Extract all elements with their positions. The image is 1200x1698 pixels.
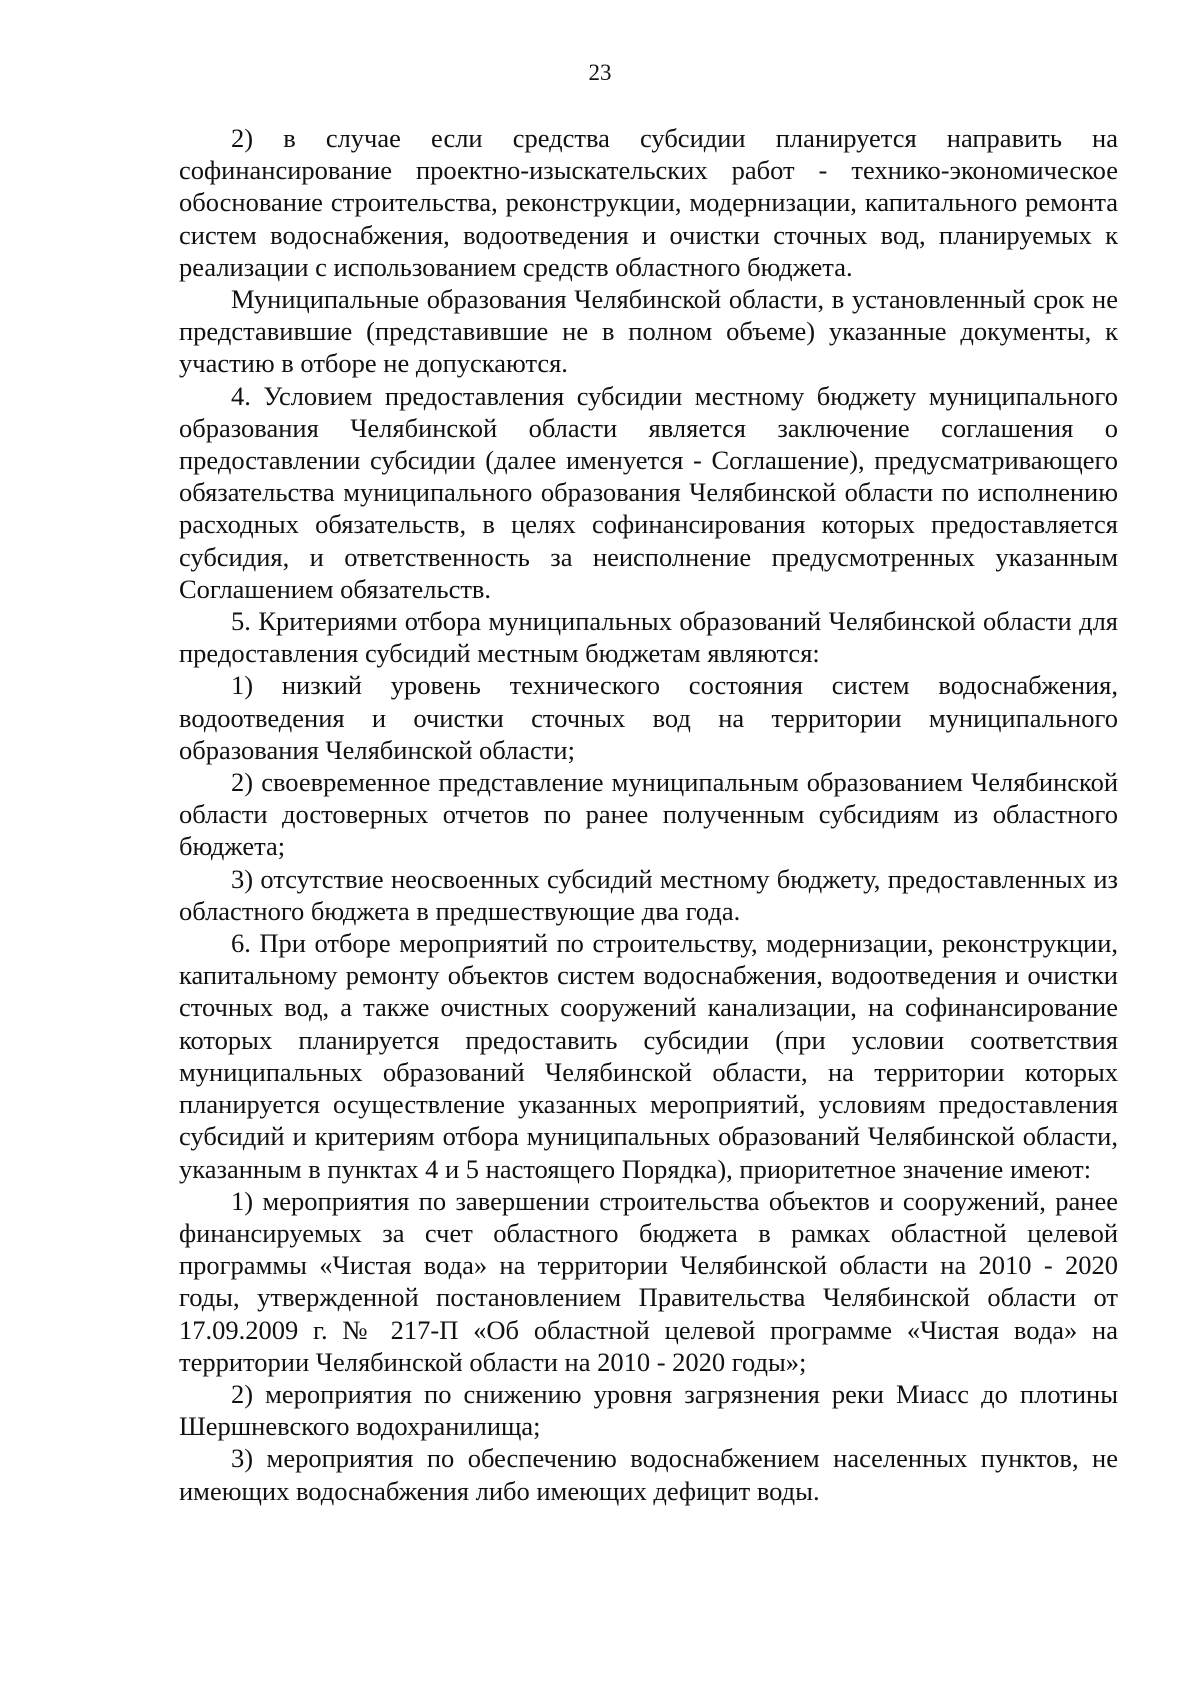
page-number: 23 (588, 60, 612, 85)
paragraph-4-subsidy-condition: 4. Условием предоставления субсидии местному бюджету муниципального образования Челябинской области является заключение соглашения о предоставлении субсидии (далее именуется - Соглашение), предусматривающего обязательства муниципального образования Челябинской области по исполнению расходных обязательств, в целях софинансирования которых предоставляется субсидия, и ответственность за неисполнение предусмотренных указанным Соглашением обязательств. (179, 380, 1118, 604)
document-body (179, 122, 1118, 1507)
paragraph-priority-2: 2) мероприятия по снижению уровня загрязнения реки Миасс до плотины Шершневского водохранилища; (179, 1378, 1118, 1442)
paragraph-5-selection-criteria: 5. Критериями отбора муниципальных образований Челябинской области для предоставления субсидий местным бюджетам являются: (179, 606, 1118, 669)
paragraph-6-priority: 6. При отборе мероприятий по строительству, модернизации, реконструкции, капитальному ремонту объектов систем водоснабжения, водоотведения и очистки сточных вод, а также очистных сооружений канализации, на софинансирование которых планируется предоставить субсидии (при условии соответствия муниципальных образований Челябинской области, на территории которых планируется осуществление указанных мероприятий, условиям предоставления субсидий и критериям отбора муниципальных образований Челябинской области, указанным в пунктах 4 и 5 настоящего Порядка), приоритетное значение имеют: (179, 928, 1118, 1184)
paragraph-priority-3: 3) мероприятия по обеспечению водоснабжением населенных пунктов, не имеющих водоснабжения либо имеющих дефицит воды. (179, 1443, 1118, 1506)
paragraph-criterion-2: 2) своевременное представление муниципальным образованием Челябинской области достоверных отчетов по ранее полученным субсидиям из областного бюджета; (179, 767, 1118, 862)
paragraph-municipal-non-admission: Муниципальные образования Челябинской области, в установленный срок не представившие (представившие не в полном объеме) указанные документы, к участию в отборе не допускаются. (179, 284, 1118, 379)
paragraph-criterion-1: 1) низкий уровень технического состояния систем водоснабжения, водоотведения и очистки сточных вод на территории муниципального образования Челябинской области; (179, 670, 1118, 765)
paragraph-priority-1: 1) мероприятия по завершении строительства объектов и сооружений, ранее финансируемых за счет областного бюджета в рамках областной целевой программы «Чистая вода» на территории Челябинской области на 2010 - 2020 годы, утвержденной постановлением Правительства Челябинской области от 17.09.2009 г. № 217-П «Об областной целевой программе «Чистая вода» на территории Челябинской области на 2010 - 2020 годы»; (179, 1185, 1118, 1377)
paragraph-item-2-design-works: 2) в случае если средства субсидии планируется направить на софинансирование проектно-изыскательских работ - технико-экономическое обоснование строительства, реконструкции, модернизации, капитального ремонта систем водоснабжения, водоотведения и очистки сточных вод, планируемых к реализации с использованием средств областного бюджета. (179, 123, 1118, 282)
paragraph-criterion-3: 3) отсутствие неосвоенных субсидий местному бюджету, предоставленных из областного бюджета в предшествующие два года. (179, 863, 1118, 926)
